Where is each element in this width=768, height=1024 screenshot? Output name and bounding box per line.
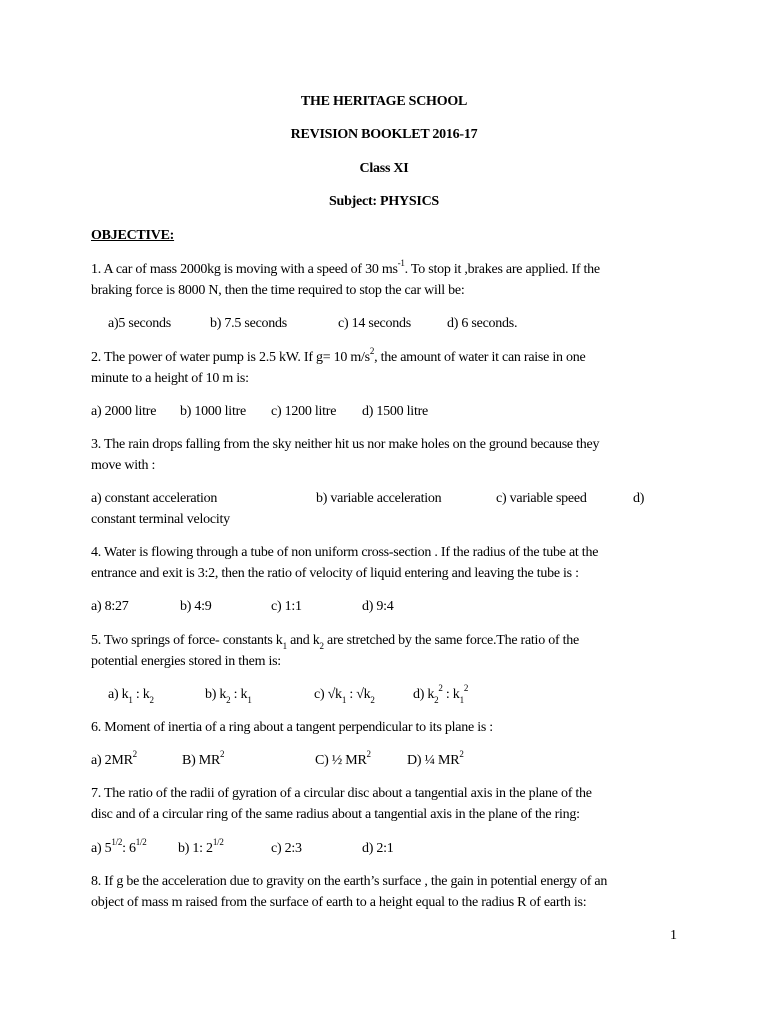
q1-option-b: b) 7.5 seconds <box>210 316 287 331</box>
q5-option-b: b) $k_2$ : $k_1$ <box>205 687 252 705</box>
section-title: OBJECTIVE: <box>91 228 175 243</box>
q5-option-d: d) $k_2^2$ : $k_1^2$ <box>413 683 469 705</box>
question-3-line-2: move with : <box>91 458 156 473</box>
q2-option-b: b) 1000 litre <box>180 404 246 419</box>
q3-option-d: d) <box>633 491 645 506</box>
q4-option-d: d) 9:4 <box>362 599 394 614</box>
q2-option-d: d) 1500 litre <box>362 404 428 419</box>
q7-option-d: d) 2:1 <box>362 841 394 856</box>
question-6-line-1: 6. Moment of inertia of a ring about a tangent perpendicular to its plane is : <box>91 720 493 735</box>
q6-option-d: D) ¼ $MR^2$ <box>407 749 464 768</box>
q4-option-a: a) 8:27 <box>91 599 129 614</box>
q5-option-a: a) $k_1$ : $k_2$ <box>108 687 154 705</box>
q5-option-c: c) $√k_1$ : $√k_2$ <box>314 687 375 705</box>
q1-option-a: a)5 seconds <box>108 316 171 331</box>
q3-option-c: c) variable speed <box>496 491 587 506</box>
page-number: 1 <box>670 928 677 943</box>
q2-option-a: a) 2000 litre <box>91 404 157 419</box>
q1-option-c: c) 14 seconds <box>338 316 411 331</box>
q2-option-c: c) 1200 litre <box>271 404 337 419</box>
question-5-line-1: 5. Two springs of force- constants $k_1$ and $k_2$ are stretched by the same force.The ratio of the <box>91 633 579 651</box>
question-4-line-1: 4. Water is flowing through a tube of non uniform cross-section . If the radius of the tube at the <box>91 545 599 560</box>
question-3-line-1: 3. The rain drops falling from the sky neither hit us nor make holes on the ground because they <box>91 437 600 452</box>
question-1-line-1: 1. A car of mass 2000kg is moving with a speed of 30 $ms^{-1}$. To stop it ,brakes are applied. If the <box>91 258 600 277</box>
q4-option-c: c) 1:1 <box>271 599 302 614</box>
subject-label: Subject: PHYSICS <box>329 194 439 209</box>
q6-option-a: a) $2MR^2$ <box>91 749 137 768</box>
q1-option-d: d) 6 seconds. <box>447 316 518 331</box>
q7-option-a: a) $5^{1/2}$: $6^{1/2}$ <box>91 837 147 856</box>
q6-option-c: C) ½ $MR^2$ <box>315 749 371 768</box>
q7-option-b: b) 1: $2^{1/2}$ <box>178 837 224 856</box>
class-label: Class XI <box>359 161 409 176</box>
question-7-line-2: disc and of a circular ring of the same radius about a tangential axis in the plane of the ring: <box>91 807 580 822</box>
question-2-line-1: 2. The power of water pump is 2.5 kW. If g= 10 $m/s^2$, the amount of water it can raise in one <box>91 346 586 365</box>
question-8-line-1: 8. If g be the acceleration due to gravity on the earth’s surface , the gain in potential energy of an <box>91 874 608 889</box>
q6-option-b: B) $MR^2$ <box>182 749 225 768</box>
question-8-line-2: object of mass m raised from the surface of earth to a height equal to the radius R of earth is: <box>91 895 587 910</box>
q3-option-a: a) constant acceleration <box>91 491 218 506</box>
question-4-line-2: entrance and exit is 3:2, then the ratio of velocity of liquid entering and leaving the tube is : <box>91 566 579 581</box>
school-name: THE HERITAGE SCHOOL <box>300 94 468 109</box>
q4-option-b: b) 4:9 <box>180 599 212 614</box>
q7-option-c: c) 2:3 <box>271 841 302 856</box>
question-7-line-1: 7. The ratio of the radii of gyration of a circular disc about a tangential axis in the plane of the <box>91 786 592 801</box>
question-1-line-2: braking force is 8000 N, then the time required to stop the car will be: <box>91 283 465 298</box>
question-2-line-2: minute to a height of 10 m is: <box>91 371 249 386</box>
question-5-line-2: potential energies stored in them is: <box>91 654 281 669</box>
q3-option-d-text: constant terminal velocity <box>91 512 230 527</box>
booklet-title: REVISION BOOKLET 2016-17 <box>290 127 478 142</box>
q3-option-b: b) variable acceleration <box>316 491 442 506</box>
